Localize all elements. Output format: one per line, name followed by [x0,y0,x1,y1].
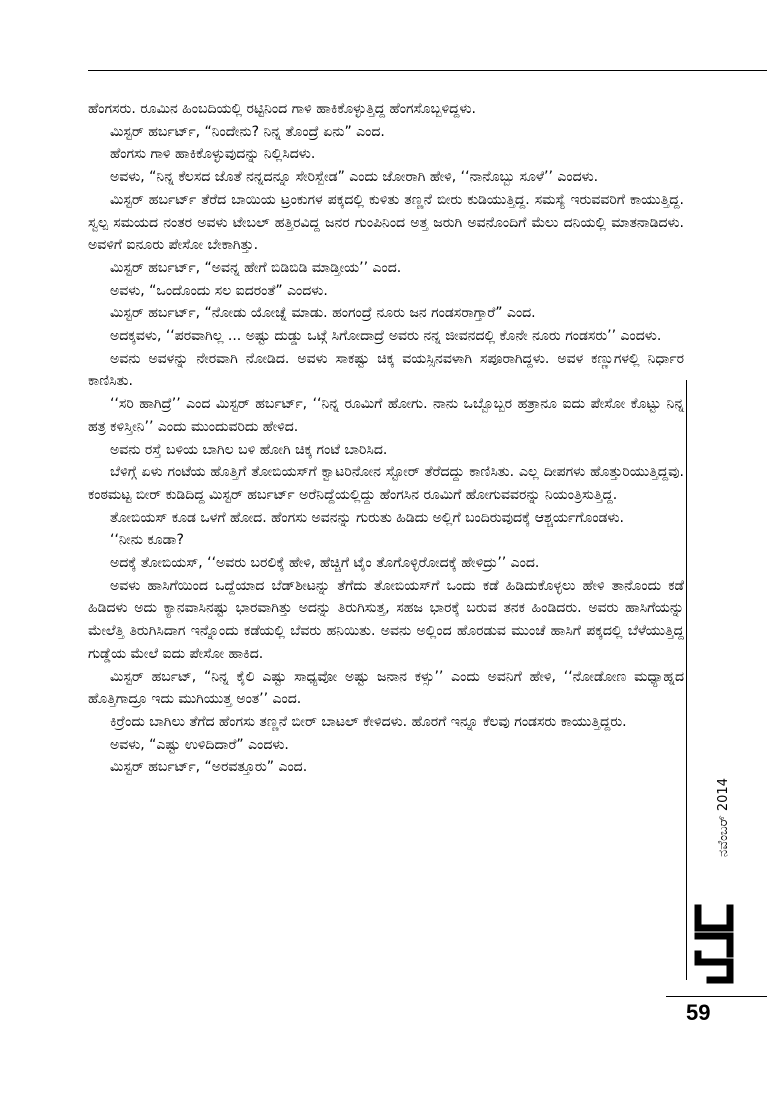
footer-rule [666,996,767,997]
paragraph: ಮಿಸ್ಟರ್ ಹರ್ಬರ್ಟ್, “ಅರವತ್ತೂರು” ಎಂದ. [110,759,308,776]
paragraph: ಮಿಸ್ಟರ್ ಹರ್ಬರ್ಟ್, “ನೋಡು ಯೋಚ್ನೆ ಮಾಡು. ಹಂಗಂದ್ರೆ ನೂರು ಜನ ಗಂಡಸರಾಗ್ತಾರೆ” ಎಂದ. [110,305,536,322]
paragraph: ಅವಳು, “ಒಂದೊಂದು ಸಲ ಐದರಂತೆ” ಎಂದಳು. [110,282,328,299]
paragraph: ಅವಳು, “ನಿನ್ನ ಕೆಲಸದ ಜೊತೆ ನನ್ನದನ್ನೂ ಸೇರಿಸ್ಬೇಡ” ಎಂದು ಜೋರಾಗಿ ಹೇಳಿ, ‘‘ನಾನೊಬ್ಬು ಸೂಳೆ’’ ಎಂದಳು. [110,169,599,186]
paragraph: ಹೆಂಗಸು ಗಾಳಿ ಹಾಕಿಕೊಳ್ಳುವುದನ್ನು ನಿಲ್ಲಿಸಿದಳು. [110,146,316,163]
paragraph: ತೋಬಿಯಸ್ ಕೂಡ ಒಳಗೆ ಹೋದ. ಹೆಂಗಸು ಅವನನ್ನು ಗುರುತು ಹಿಡಿದು ಅಲ್ಲಿಗೆ ಬಂದಿರುವುದಕ್ಕೆ ಆಶ್ಚರ್ಯಗೊಂಡಳು. [110,509,624,526]
paragraph: ಬೆಳಿಗ್ಗೆ ಏಳು ಗಂಟೆಯ ಹೊತ್ತಿಗೆ ತೋಬಿಯಸ್‌ಗೆ ಕ್ವಾಟರಿನೋನ ಸ್ಟೋರ್ ತೆರೆದದ್ದು ಕಾಣಿಸಿತು. ಎಲ್ಲ ದೀಪಗಳು ಹೊತ್ತುರಿಯುತ್ತಿದ್ದವು. ಕಂಠಮಟ್ಟ ಬೀರ್ ಕುಡಿದಿದ್ದ ಮಿಸ್ಟರ್ ಹರ್ಬರ್ಟ್ ಅರೆನಿದ್ದೆಯಲ್ಲಿದ್ದು ಹೆಂಗಸಿನ ರೂಮಿಗೆ ಹೋಗುವವರನ್ನು ನಿಯಂತ್ರಿಸುತ್ತಿದ್ದ. [88,464,684,503]
sidebar-rule [686,380,687,980]
paragraph: ಅವನು ಅವಳನ್ನು ನೇರವಾಗಿ ನೋಡಿದ. ಅವಳು ಸಾಕಷ್ಟು ಚಿಕ್ಕ ವಯಸ್ಸಿನವಳಾಗಿ ಸಪೂರಾಗಿದ್ದಳು. ಅವಳ ಕಣ್ಣುಗಳಲ್ಲಿ ನಿರ್ಧಾರ ಕಾಣಿಸಿತು. [88,350,684,390]
paragraph: ಅದಕ್ಕೆ ತೋಬಿಯಸ್, ‘‘ಅವರು ಬರಲಿಕ್ಕೆ ಹೇಳಿ, ಹೆಚ್ಚಿಗೆ ಟೈಂ ತೊಗೊಳ್ಳಿರೋದಕ್ಕೆ ಹೇಳಿದ್ರು’’ ಎಂದ. [110,555,540,572]
issue-date: ನವೆಂಬರ್ 2014 [716,778,731,857]
magazine-logo-icon [690,904,740,984]
paragraph: ಅವಳು ಹಾಸಿಗೆಯಿಂದ ಒದ್ದೆಯಾದ ಬೆಡ್‌ಶೀಟನ್ನು ತೆಗೆದು ತೋಬಿಯಸ್‌ಗೆ ಒಂದು ಕಡೆ ಹಿಡಿದುಕೊಳ್ಳಲು ಹೇಳಿ ತಾನೊಂದು ಕಡೆ ಹಿಡಿದಳು ಅದು ಕ್ಯಾನವಾಸಿನಷ್ಟು ಭಾರವಾಗಿತ್ತು ಅದನ್ನು ತಿರುಗಿಸುತ್ತ, ಸಹಜ ಭಾರಕ್ಕೆ ಬರುವ ತನಕ ಹಿಂಡಿದರು. ಅವರು ಹಾಸಿಗೆಯನ್ನು ಮೇಲೆತ್ತಿ ತಿರುಗಿಸಿದಾಗ ಇನ್ನೊಂದು ಕಡೆಯಲ್ಲಿ ಬೆವರು ಹನಿಯಿತು. ಅವನು ಅಲ್ಲಿಂದ ಹೊರಡುವ ಮುಂಚೆ ಹಾಸಿಗೆ ಪಕ್ಕದಲ್ಲಿ ಬೆಳೆಯುತ್ತಿದ್ದ ಗುಡ್ಡೆಯ ಮೇಲೆ ಐದು ಪೇಸೋ ಹಾಕಿದ. [88,577,684,662]
paragraph: ‘‘ಸರಿ ಹಾಗಿದ್ರೆ’’ ಎಂದ ಮಿಸ್ಟರ್ ಹರ್ಬರ್ಟ್, ‘‘ನಿನ್ನ ರೂಮಿಗೆ ಹೋಗು. ನಾನು ಒಬ್ಬೊಬ್ಬರ ಹತ್ರಾನೂ ಐದು ಪೇಸೋ ಕೊಟ್ಟು ನಿನ್ನ ಹತ್ರ ಕಳಿಸ್ತೀನಿ’’ ಎಂದು ಮುಂದುವರಿದು ಹೇಳಿದ. [88,396,684,435]
header-rule [88,70,767,71]
paragraph: ಅದಕ್ಕವಳು, ‘‘ಪರವಾಗಿಲ್ಲ ... ಅಷ್ಟು ದುಡ್ಡು ಒಟ್ಗೆ ಸಿಗೋದಾದ್ರೆ ಅವರು ನನ್ನ ಜೀವನದಲ್ಲಿ ಕೊನೇ ನೂರು ಗಂಡಸರು’’ ಎಂದಳು. [110,328,662,345]
paragraph: ಕಿರ್ರೆಂದು ಬಾಗಿಲು ತೆಗೆದ ಹೆಂಗಸು ತಣ್ಣನೆ ಬೀರ್ ಬಾಟಲ್ ಕೇಳಿದಳು. ಹೊರಗೆ ಇನ್ನೂ ಕೆಲವು ಗಂಡಸರು ಕಾಯುತ್ತಿದ್ದರು. [110,713,627,730]
paragraph: ಮಿಸ್ಟರ್ ಹರ್ಬರ್ಟ್, “ಅವನ್ನ ಹೇಗೆ ಬಿಡಿಬಿಡಿ ಮಾಡ್ತೀಯ’’ ಎಂದ. [110,259,402,276]
paragraph: ಹೆಂಗಸರು. ರೂಮಿನ ಹಿಂಬದಿಯಲ್ಲಿ ರಟ್ಟಿನಿಂದ ಗಾಳಿ ಹಾಕಿಕೊಳ್ಳುತ್ತಿದ್ದ ಹೆಂಗಸೊಬ್ಬಳಿದ್ದಳು. [88,101,476,117]
paragraph: ಅವನು ರಸ್ತೆ ಬಳಿಯ ಬಾಗಿಲ ಬಳಿ ಹೋಗಿ ಚಿಕ್ಕ ಗಂಟೆ ಬಾರಿಸಿದ. [110,441,388,458]
article-body [88,98,684,779]
paragraph: ಮಿಸ್ಟರ್ ಹರ್ಬರ್ಟ್ ತೆರೆದ ಬಾಯಿಯ ಟ್ರಂಕುಗಳ ಪಕ್ಕದಲ್ಲಿ ಕುಳಿತು ತಣ್ಣನೆ ಬೀರು ಕುಡಿಯುತ್ತಿದ್ದ. ಸಮಸ್ಯೆ ಇರುವವರಿಗೆ ಕಾಯುತ್ತಿದ್ದ. ಸ್ವಲ್ಪ ಸಮಯದ ನಂತರ ಅವಳು ಟೇಬಲ್ ಹತ್ತಿರವಿದ್ದ ಜನರ ಗುಂಪಿನಿಂದ ಅತ್ತ ಜರುಗಿ ಅವನೊಂದಿಗೆ ಮೆಲು ದನಿಯಲ್ಲಿ ಮಾತನಾಡಿದಳು. ಅವಳಿಗೆ ಐನೂರು ಪೇಸೋ ಬೇಕಾಗಿತ್ತು. [88,191,684,254]
paragraph: ಮಿಸ್ಟರ್ ಹರ್ಬಟ್, “ನಿನ್ನ ಕೈಲಿ ಎಷ್ಟು ಸಾಧ್ಯವೋ ಅಷ್ಟು ಜನಾನ ಕಳ್ಸು’’ ಎಂದು ಅವನಿಗೆ ಹೇಳಿ, ‘‘ನೋಡೋಣ ಮಧ್ಯಾಹ್ನದ ಹೊತ್ತಿಗಾದ್ರೂ ಇದು ಮುಗಿಯುತ್ತ ಅಂತ’’ ಎಂದ. [88,668,684,708]
page-number: 59 [686,1000,711,1025]
paragraph: ಅವಳು, “ಎಷ್ಟು ಉಳಿದಿದಾರೆ” ಎಂದಳು. [110,736,289,753]
paragraph: ಮಿಸ್ಟರ್ ಹರ್ಬರ್ಟ್, “ನಿಂದೇನು? ನಿನ್ನ ತೊಂದ್ರೆ ಏನು” ಎಂದ. [110,123,385,140]
paragraph: ‘‘ನೀನು ಕೂಡಾ? [110,532,184,549]
